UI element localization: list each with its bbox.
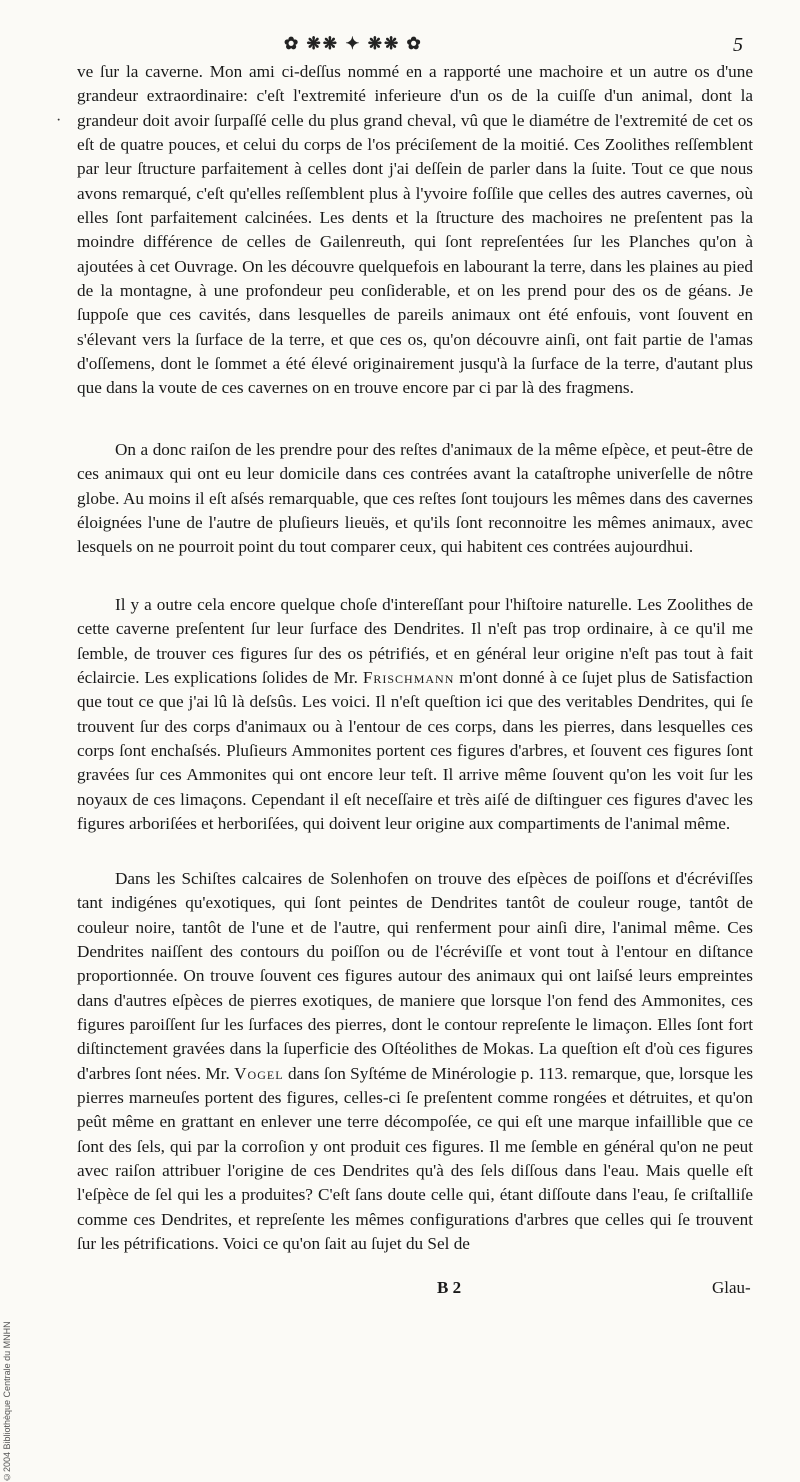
catchword: Glau- [712,1278,751,1297]
paragraph-2-text: On a donc raiſon de les prendre pour des reſtes d'animaux de la même eſpèce, et peut-être de ces animaux qui ont eu leur domicile dans ces contrées avant la cataſtrophe univerſelle de nôtre globe. Au moins il eſt aſsés remarquable, que ces reſtes ſont toujours les mêmes dans des cavernes éloignées l'une de l'autre de pluſieurs lieuës, et qu'ils ſont reconnoitre les mêmes animaux, avec lesquels on ne pourroit point du tout comparer ceux, qui habitent ces contrées aujourdhui. [77,440,753,557]
library-stamp: ©2004 Bibliothèque Centrale du MNHN [2,1321,12,1482]
paragraph-4 [77,867,753,1257]
paragraph-3 [77,593,753,836]
paragraph-4-text-b: dans ſon Syſtéme de Minérologie p. 113. remarque, que, lorsque les pierres marneuſes portent des figures, celles-ci ſe preſentent comme rongées et détruites, et qu'on peût même en grattant en enlever une terre décompoſée, ce qui eſt une marque infaillible que ce ſont des ſels, qui par la corroſion y ont produit ces figures. Il me ſemble en général qu'on ne peut avec raiſon attribuer l'origine de ces Dendrites qu'à des ſels diſſous dans l'eau. Mais quelle eſt l'eſpèce de ſel qui les a produites? C'eſt ſans doute celle qui, étant diſſoute dans l'eau, ſe criſtalliſe comme ces Dendrites, et repreſente les mêmes configurations d'arbres que celles qui ſe trouvent ſur les pétrifications. Voici ce qu'on ſait au ſujet du Sel de [77,1063,754,1254]
page-header [0,34,800,58]
paragraph-2 [77,438,753,560]
paragraph-4-text-a: Dans les Schiſtes calcaires de Solenhofen on trouve des eſpèces de poiſſons et d'écréviſſes tant indigénes qu'exotiques, qui ſont peintes de Dendrites tantôt de couleur rouge, tantôt de couleur noire, tantôt de l'une et de l'autre, qui renferment pour ainſi dire, l'animal même. Ces Dendrites naiſſent des contours du poiſſon ou de l'écréviſſe et vont tout à l'entour en diſtance proportionnée. On trouve ſouvent ces figures autour des animaux qui ont laiſsé leurs empreintes dans d'autres eſpèces de pierres exotiques, de maniere que lorsque l'on fend des Ammonites, ces figures paroiſſent ſur les ſurfaces des pierres, dont le contour repreſente le limaçon. Elles ſont fort diſtinctement gravées dans la ſuperficie des Oſtéolithes de Mokas. La queſtion eſt d'où ces figures d'arbres ſont nées. Mr. [77,869,753,1083]
paragraph-1 [77,60,753,401]
header-ornament: ✿ ❋❋ ✦ ❋❋ ✿ [284,34,423,53]
paragraph-3-text-a: Il y a outre cela encore quelque choſe d'intereſſant pour l'hiſtoire naturelle. Les Zoolithes de cette caverne preſentent ſur leur ſurface des Dendrites. Il n'eſt pas trop ordinaire, à ce qu'il me ſemble, de trouver ces figures ſur des os pétrifiés, et en général leur origine n'eſt pas tout à fait éclaircie. Les explications ſolides de Mr. [77,595,753,688]
margin-mark: · [56,112,62,129]
signature-mark: B 2 [437,1278,462,1297]
page-number: 5 [733,34,743,56]
author-name-frischmann: Frischmann [362,668,455,688]
paragraph-1-text: ve ſur la caverne. Mon ami ci-deſſus nommé en a rapporté une machoire et un autre os d'une grandeur extraordinaire: c'eſt l'extremité inferieure d'un os de la cuiſſe d'un animal, dont la grandeur doit avoir ſurpaſſé celle du plus grand cheval, vû que le diamétre de l'extremité de cet os eſt de quatre pouces, et celui du corps de l'os préciſement de la moitié. Ces Zoolithes reſſemblent par leur ſtructure parfaitement à celles dont j'ai deſſein de parler dans la ſuite. Tout ce que nous avons remarqué, c'eſt qu'elles reſſemblent plus à l'yvoire foſſile que celles des autres cavernes, où elles ſont parfaitement calcinées. Les dents et la ſtructure des machoires ne preſentent pas la moindre différence de celles de Gailenreuth, qui ſont repreſentées ſur les Planches qu'on à ajoutées à cet Ouvrage. On les découvre quelquefois en labourant la terre, dans les plaines au pied de la montagne, à une profondeur peu conſiderable, et on les prend pour des os de géans. Je ſuppoſe que ces cavités, dans lesquelles de pareils animaux ont été enfouis, vont ſouvent en s'élevant vers la ſurface de la terre, et que ces os, qu'on découvre ainſi, ont fait partie de l'amas d'oſſemens, dont le ſommet a été élevé originairement jusqu'à la ſurface de la terre, d'autant plus que dans la voute de ces cavernes on en trouve encore par ci par là des fragmens. [77,62,753,398]
paragraph-3-text-b: m'ont donné à ce ſujet plus de Satisfaction que tout ce que j'ai lû là deſsûs. Les voici. Il n'eſt queſtion ici que des veritables Dendrites, qui ſe trouvent ſur des corps d'animaux ou à l'entour de ces corps, dans les pierres, dans lesquelles ces corps ſont enchaſsés. Pluſieurs Ammonites portent ces figures d'arbres, et ſouvent ces figures ſont gravées ſur ces Ammonites qui ont encore leur teſt. Il arrive même ſouvent qu'on les voit ſur les noyaux de ces limaçons. Cependant il eſt neceſſaire et très aiſé de diſtinguer ces figures d'avec les figures arboriſées et herboriſées, qui doivent leur origine aux compartiments de l'animal même. [77,668,754,834]
author-name-vogel: Vogel [234,1063,284,1083]
